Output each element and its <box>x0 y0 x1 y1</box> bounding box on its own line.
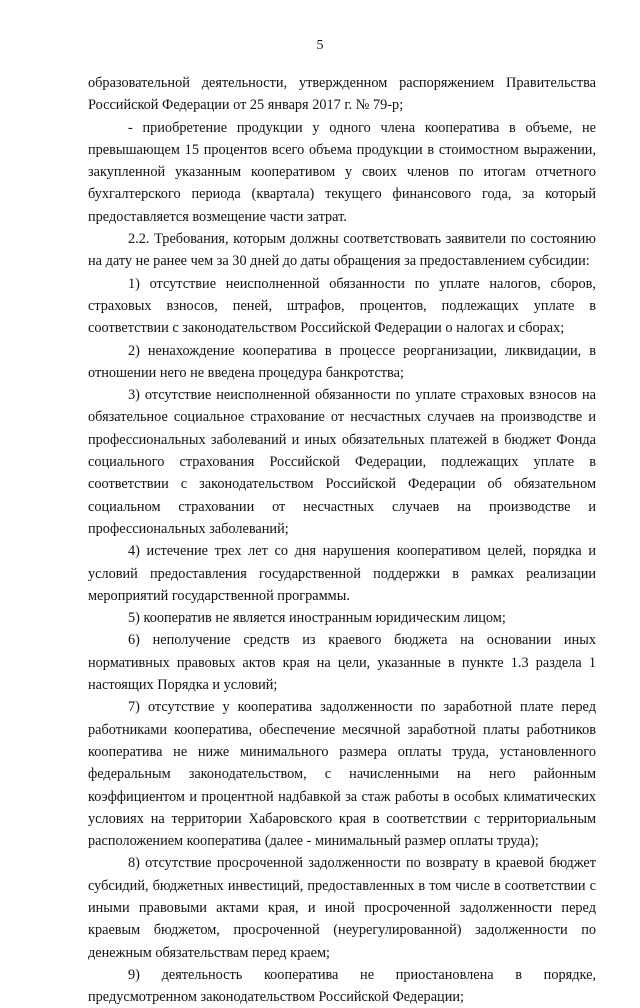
paragraph: образовательной деятельности, утвержденном распоряжением Правительства Российской Федерации от 25 января 2017 г. № 79-р; <box>88 75 596 114</box>
paragraph: 8) отсутствие просроченной задолженности по возврату в краевой бюджет субсидий, бюджетных инвестиций, предоставленных в том числе в соответствии с иными правовыми актами края, и иной просроченной задолженности перед краевым бюджетом, просроченной (неурегулированной) задолженности по денежным обязательствам перед краем; <box>88 855 596 961</box>
page-number: 5 <box>316 38 324 53</box>
paragraph: 3) отсутствие неисполненной обязанности по уплате страховых взносов на обязательное социальное страхование от несчастных случаев на производстве и профессиональных заболеваний и иных обязательных платежей в бюджет Фонда социального страхования Российской Федерации, подлежащих уплате в соответствии с законодательством Российской Федерации об обязательном социальном страховании от несчастных случаев на производстве и профессиональных заболеваний; <box>88 387 596 537</box>
paragraph: 1) отсутствие неисполненной обязанности по уплате налогов, сборов, страховых взносов, пеней, штрафов, процентов, подлежащих уплате в соответствии с законодательством Российской Федерации о налогах и сборах; <box>88 275 596 337</box>
paragraph: 7) отсутствие у кооператива задолженности по заработной плате перед работниками кооператива, обеспечение месячной заработной платы работников кооператива не ниже минимального размера оплаты труда, установленного федеральным законодательством, с начисленными на него районным коэффициентом и процентной надбавкой за стаж работы в особых климатических условиях на территории Хабаровского края в соответствии с территориальным расположением кооператива (далее - минимальный размер оплаты труда); <box>88 699 596 850</box>
paragraph: 6) неполучение средств из краевого бюджета на основании иных нормативных правовых актов края на цели, указанные в пункте 1.3 раздела 1 настоящих Порядка и условий; <box>88 632 596 694</box>
paragraph: 5) кооператив не является иностранным юридическим лицом; <box>128 610 506 627</box>
document-body <box>88 72 596 1008</box>
paragraph: 4) истечение трех лет со дня нарушения кооперативом целей, порядка и условий предоставления государственной поддержки в рамках реализации мероприятий государственной программы. <box>88 543 596 604</box>
paragraph: - приобретение продукции у одного члена кооператива в объеме, не превышающем 15 процентов всего объема продукции в стоимостном выражении, закупленной указанным кооперативом у своих членов по итогам отчетного бухгалтерского периода (квартала) текущего финансового года, за который предоставляется возмещение части затрат. <box>88 119 596 225</box>
paragraph: 9) деятельность кооператива не приостановлена в порядке, предусмотренном законодательством Российской Федерации; <box>88 966 596 1006</box>
paragraph: 2) ненахождение кооператива в процессе реорганизации, ликвидации, в отношении него не введена процедура банкротства; <box>88 342 596 381</box>
paragraph: 2.2. Требования, которым должны соответствовать заявители по состоянию на дату не ранее чем за 30 дней до даты обращения за предоставлением субсидии: <box>88 231 596 270</box>
